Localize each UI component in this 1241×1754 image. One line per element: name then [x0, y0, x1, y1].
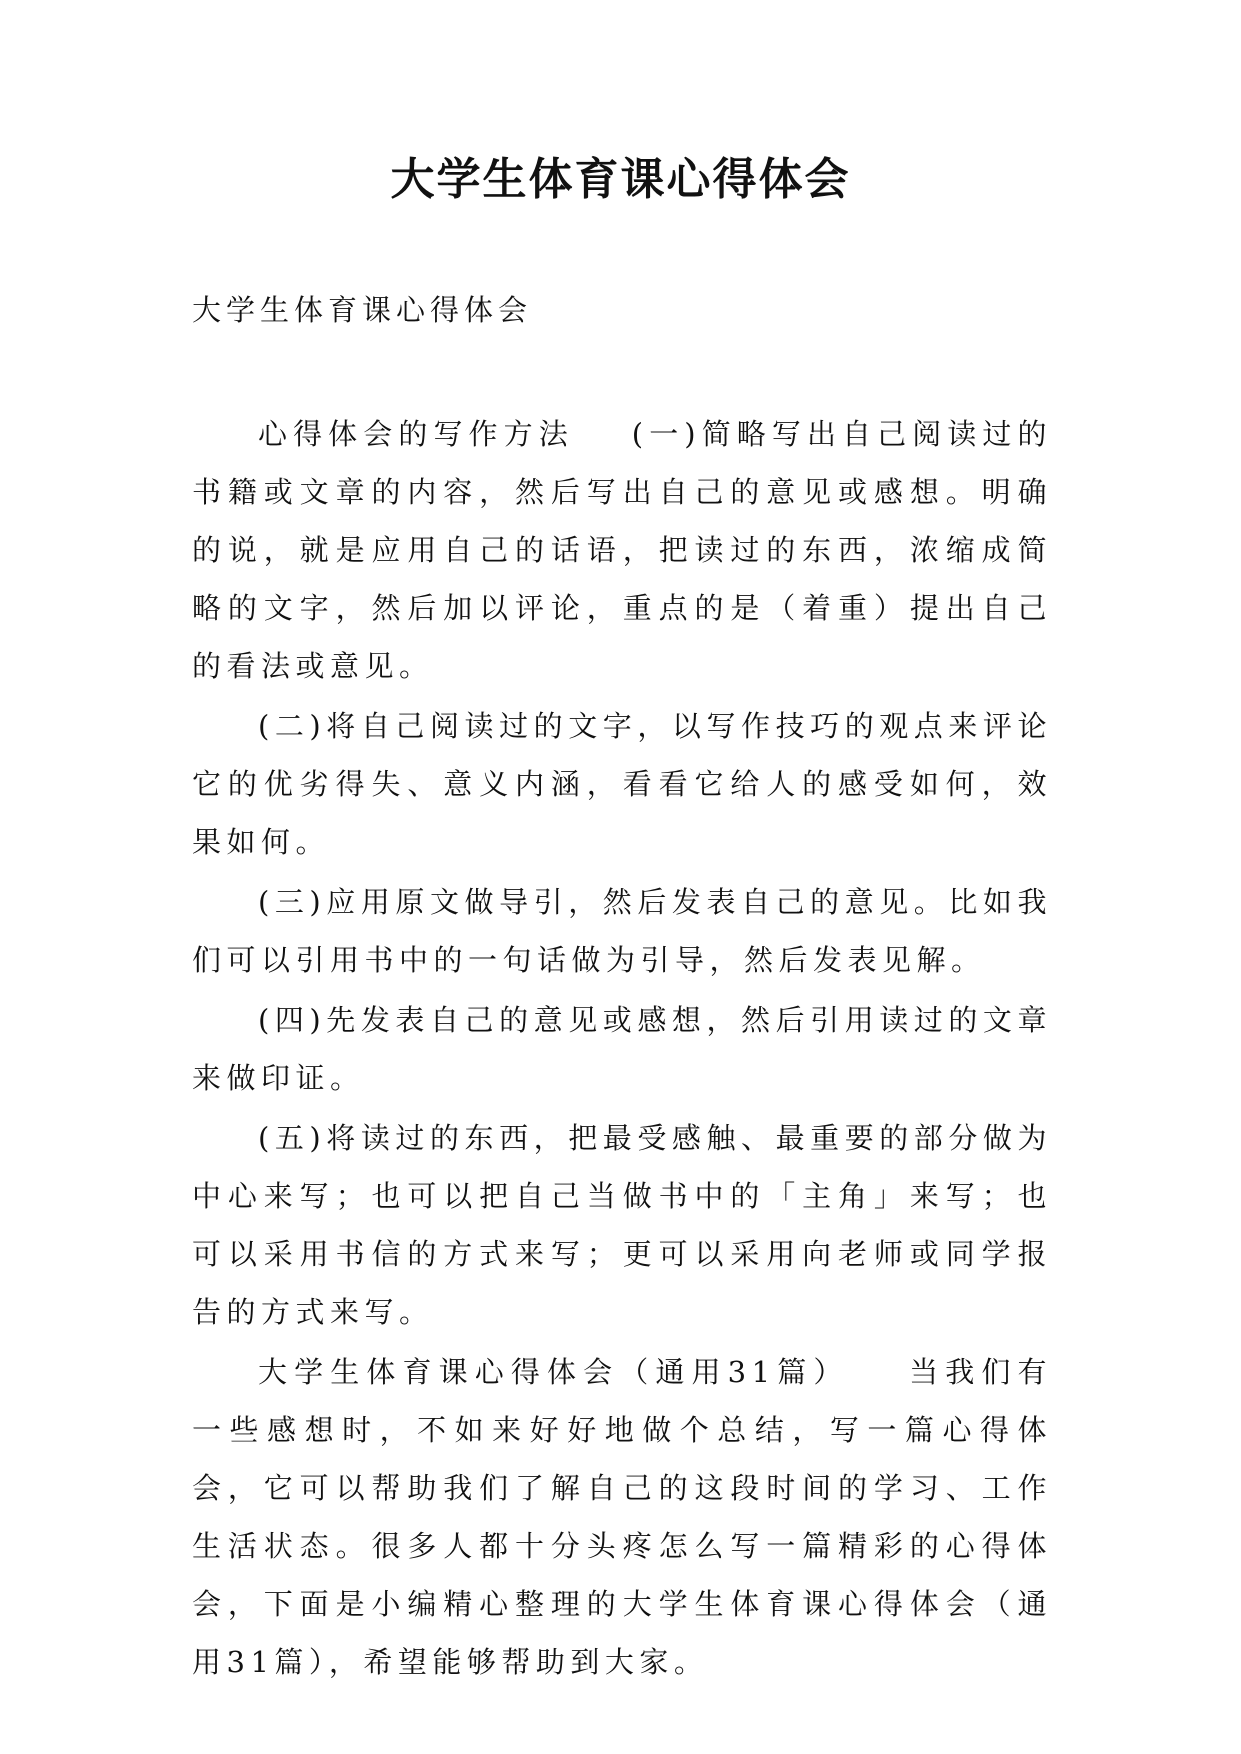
paragraph-intro	[192, 1343, 1052, 1691]
paragraph-method-5: (五)将读过的东西，把最受感触、最重要的部分做为中心来写；也可以把自己当做书中的「主角」来写；也可以采用书信的方式来写；更可以采用向老师或同学报告的方式来写。	[192, 1121, 1052, 1329]
paragraph-lead: 心得体会的写作方法	[258, 417, 574, 451]
paragraph-writing-methods	[192, 405, 1052, 695]
paragraph-method-4: (四)先发表自己的意见或感想，然后引用读过的文章来做印证。	[192, 1003, 1052, 1095]
paragraph-text: (一)简略写出自己阅读过的书籍或文章的内容，然后写出自己的意见或感想。明确的说，就是应用自己的话语，把读过的东西，浓缩成简略的文字，然后加以评论，重点的是（着重）提出自己的看法或意见。	[192, 417, 1052, 683]
paragraph-method-3: (三)应用原文做导引，然后发表自己的意见。比如我们可以引用书中的一句话做为引导，然后发表见解。	[192, 885, 1052, 977]
paragraph-text: 当我们有一些感想时，不如来好好地做个总结，写一篇心得体会，它可以帮助我们了解自己的这段时间的学习、工作生活状态。很多人都十分头疼怎么写一篇精彩的心得体会，下面是小编精心整理的大学生体育课心得体会（通用31篇），希望能够帮助到大家。	[192, 1355, 1052, 1679]
paragraph-lead: 大学生体育课心得体会（通用31篇）	[258, 1355, 850, 1389]
document-body	[192, 405, 1052, 1693]
document-subtitle: 大学生体育课心得体会	[192, 293, 533, 327]
paragraph-method-2: (二)将自己阅读过的文字，以写作技巧的观点来评论它的优劣得失、意义内涵，看看它给人的感受如何，效果如何。	[192, 709, 1052, 859]
document-title: 大学生体育课心得体会	[390, 154, 851, 205]
